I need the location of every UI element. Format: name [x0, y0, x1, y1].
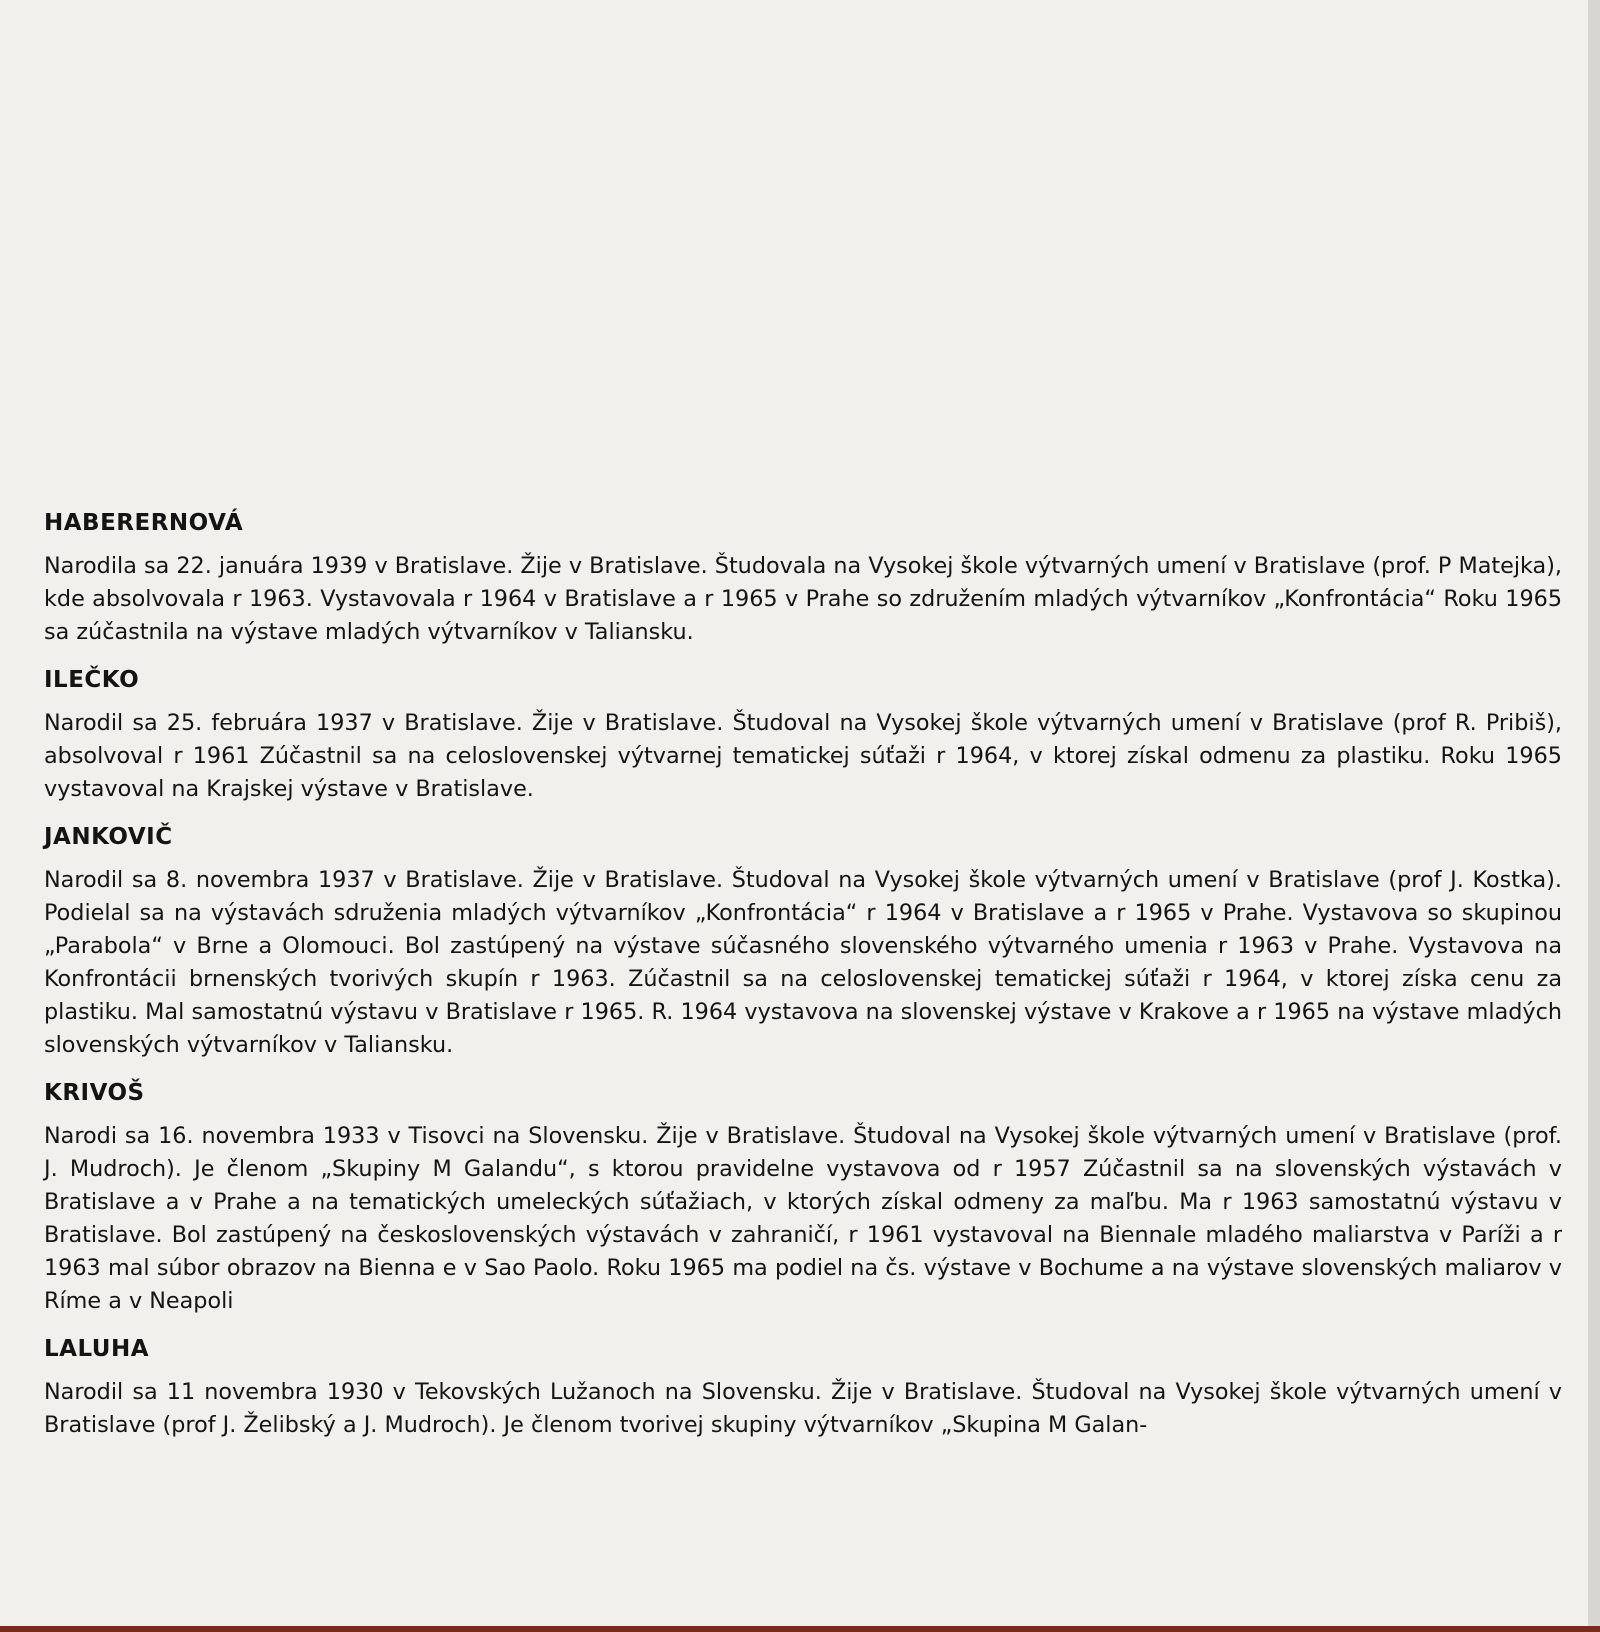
artist-name: HABERERNOVÁ [44, 510, 244, 536]
artist-name: JANKOVIČ [44, 824, 173, 850]
biography-list [44, 510, 1562, 1460]
page-edge [1588, 0, 1600, 1632]
artist-biography: Narodila sa 22. januára 1939 v Bratislave. Žije v Bratislave. Študovala na Vysokej škole výtvarných umení v Bratislave (prof. P Matejka), kde absolvovala r 1963. Vystavovala r 1964 v Bratislave a r 1965 v Prahe so združením mladých výtvarníkov „Konfrontácia“ Roku 1965 sa zúčastnila na výstave mladých výtvarníkov v Taliansku. [44, 553, 1562, 645]
artist-name: KRIVOŠ [44, 1080, 145, 1106]
page-bottom-edge [0, 1626, 1600, 1632]
bleed-through-text [40, 18, 1580, 314]
entry-haberernova [44, 510, 1562, 649]
artist-biography: Narodi sa 16. novembra 1933 v Tisovci na Slovensku. Žije v Bratislave. Študoval na Vysokej škole výtvarných umení v Bratislave (prof. J. Mudroch). Je členom „Skupiny M Galandu“, s ktorou pravidelne vystavova od r 1957 Zúčastnil sa na slovenských výstavách v Bratislave a v Prahe a na tematických umeleckých súťažiach, v ktorých získal odmeny za maľbu. Ma r 1963 samostatnú výstavu v Bratislave. Bol zastúpený na československých výstavách v zahraničí, r 1961 vystavoval na Biennale mladého maliarstva v Paríži a r 1963 mal súbor obrazov na Bienna e v Sao Paolo. Roku 1965 ma podiel na čs. výstave v Bochume a na výstave slovenských maliarov v Ríme a v Neapoli [44, 1123, 1562, 1314]
artist-name: ILEČKO [44, 667, 140, 693]
artist-biography: Narodil sa 8. novembra 1937 v Bratislave. Žije v Bratislave. Študoval na Vysokej škole výtvarných umení v Bratislave (prof J. Kostka). Podielal sa na výstavách sdruženia mladých výtvarníkov „Konfrontácia“ r 1964 v Bratislave a r 1965 v Prahe. Vystavova so skupinou „Parabola“ v Brne a Olomouci. Bol zastúpený na výstave súčasného slovenského výtvarného umenia r 1963 v Prahe. Vystavova na Konfrontácii brnenských tvorivých skupín r 1963. Zúčastnil sa na celoslovenskej tematickej súťaži r 1964, v ktorej získa cenu za plastiku. Mal samostatnú výstavu v Bratislave r 1965. R. 1964 vystavova na slovenskej výstave v Krakove a r 1965 na výstave mladých slovenských výtvarníkov v Taliansku. [44, 867, 1562, 1058]
artist-biography: Narodil sa 11 novembra 1930 v Tekovských Lužanoch na Slovensku. Žije v Bratislave. Študoval na Vysokej škole výtvarných umení v Bratislave (prof J. Želibský a J. Mudroch). Je členom tvorivej skupiny výtvarníkov „Skupina M Galan- [44, 1379, 1562, 1438]
entry-laluha [44, 1336, 1562, 1442]
entry-krivos [44, 1080, 1562, 1318]
artist-biography: Narodil sa 25. februára 1937 v Bratislave. Žije v Bratislave. Študoval na Vysokej škole výtvarných umení v Bratislave (prof R. Pribiš), absolvoval r 1961 Zúčastnil sa na celoslovenskej výtvarnej tematickej súťaži r 1964, v ktorej získal odmenu za plastiku. Roku 1965 vystavoval na Krajskej výstave v Bratislave. [44, 710, 1562, 802]
entry-ilecko [44, 667, 1562, 806]
entry-jankovic [44, 824, 1562, 1062]
artist-name: LALUHA [44, 1336, 150, 1362]
